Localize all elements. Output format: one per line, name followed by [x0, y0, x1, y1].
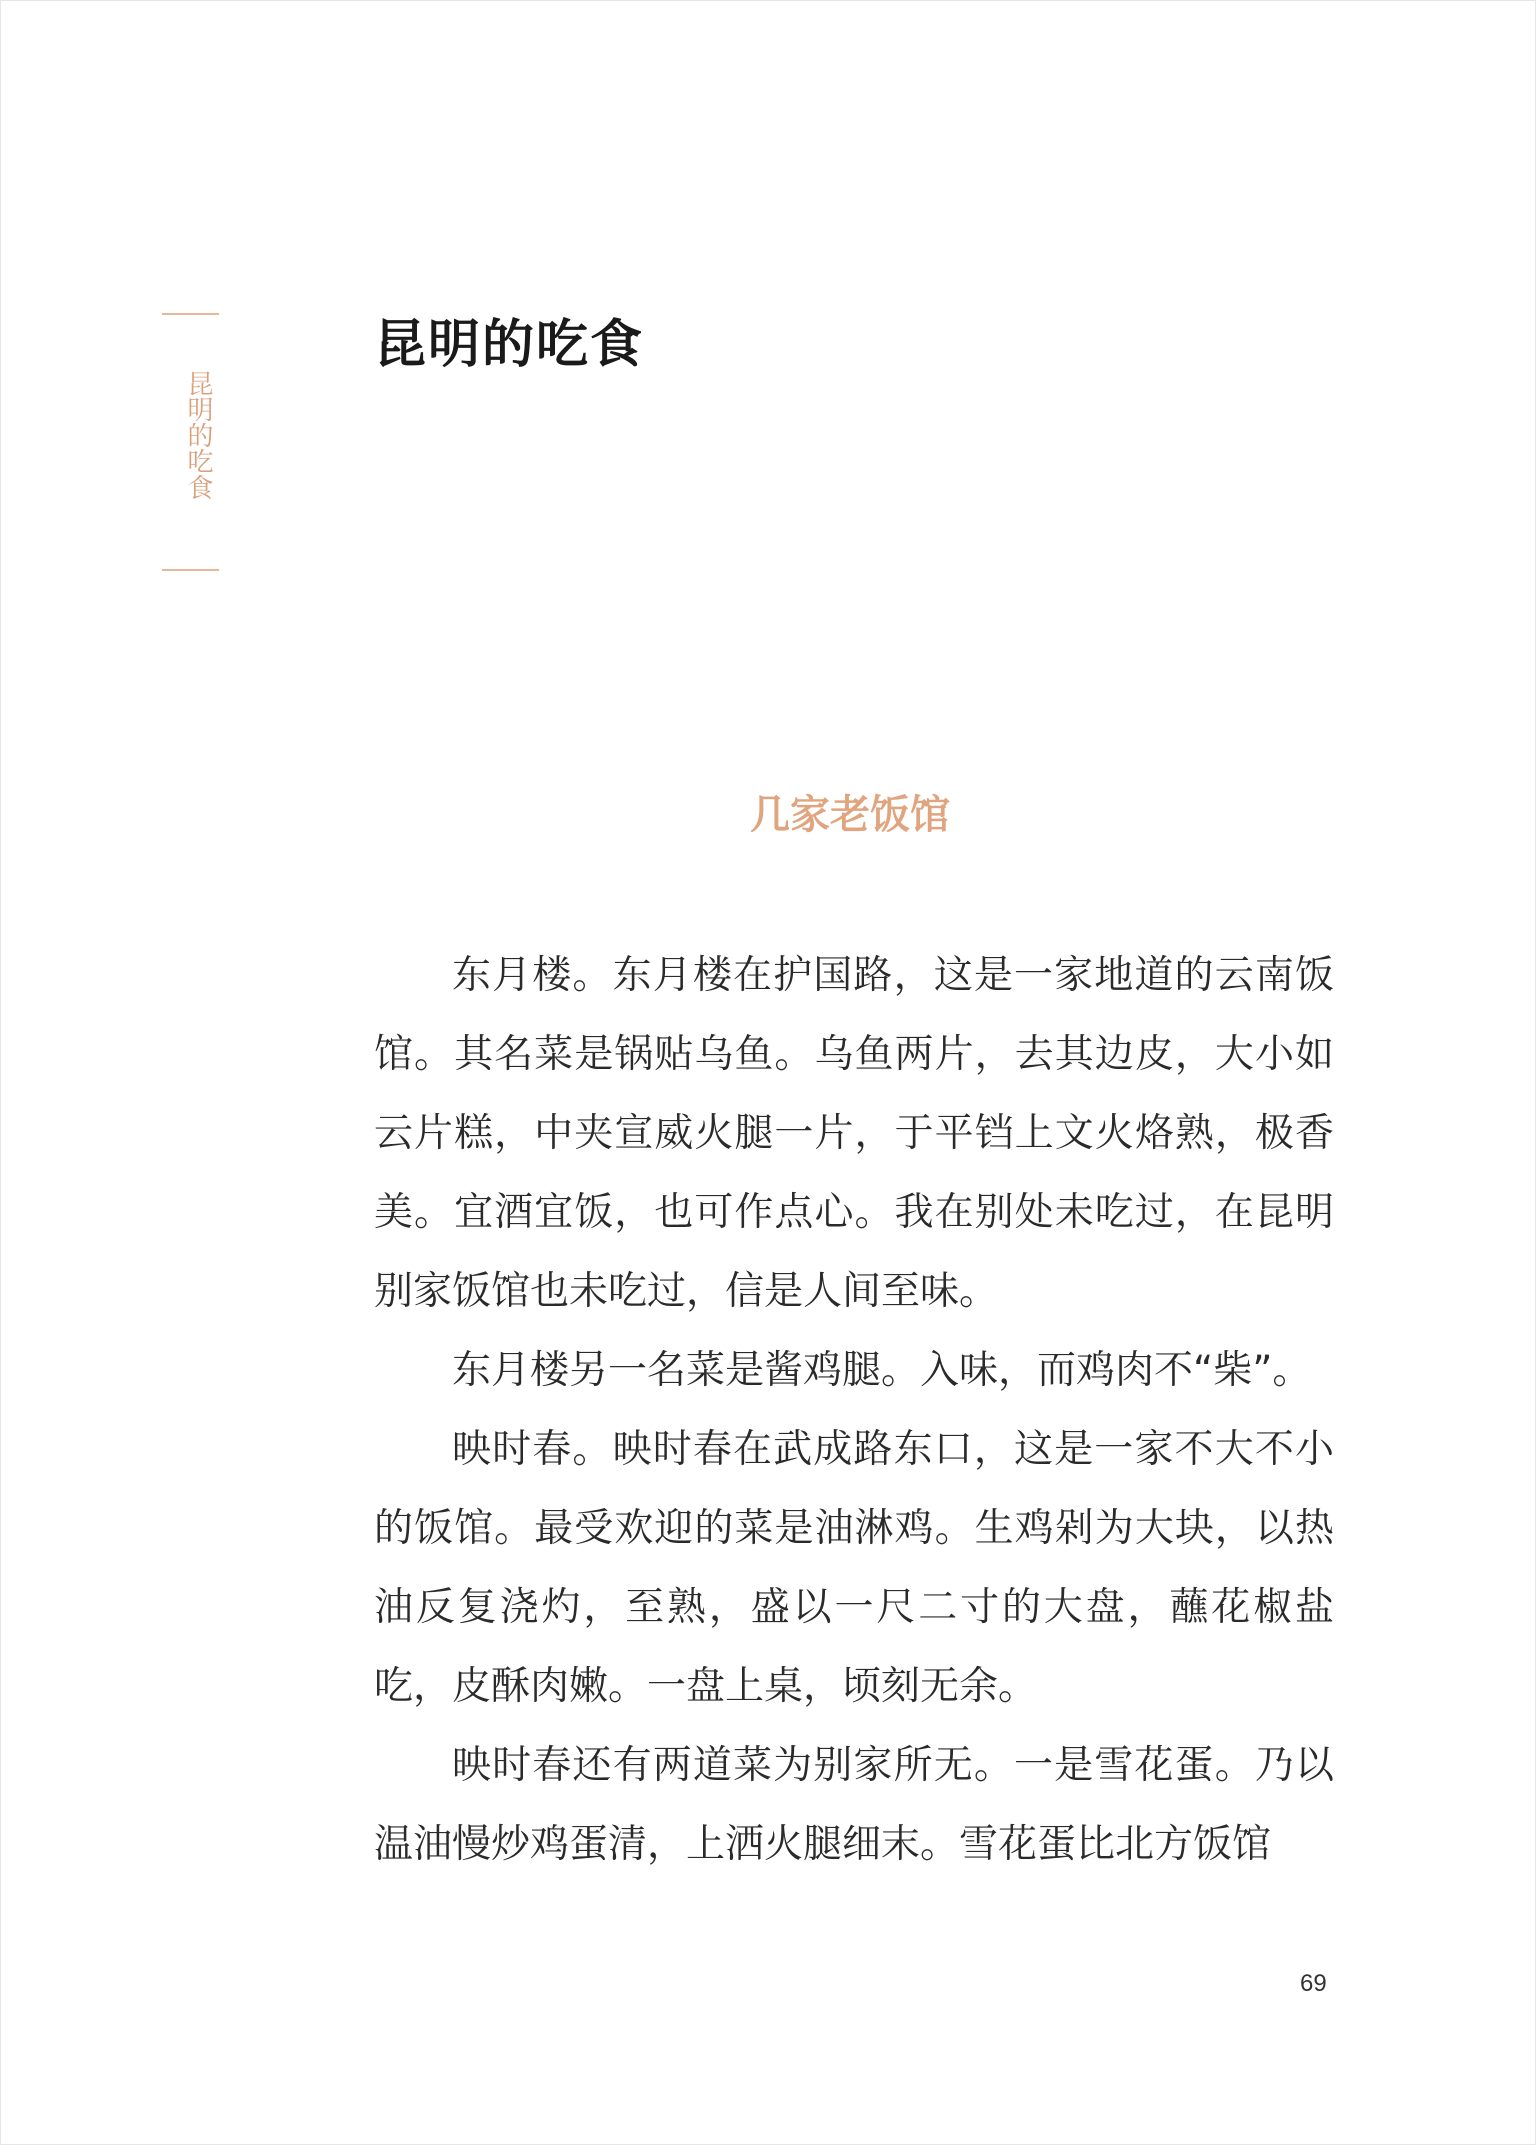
paragraph: 映时春还有两道菜为别家所无。一是雪花蛋。乃以温油慢炒鸡蛋清，上洒火腿细末。雪花蛋比北方饭馆	[374, 1743, 1334, 1867]
running-head: 昆明的吃食	[183, 370, 213, 500]
paragraph: 东月楼。东月楼在护国路，这是一家地道的云南饭馆。其名菜是锅贴乌鱼。乌鱼两片，去其边皮，大小如云片糕，中夹宣威火腿一片，于平铛上文火烙熟，极香美。宜酒宜饭，也可作点心。我在别处未吃过，在昆明别家饭馆也未吃过，信是人间至味。	[374, 953, 1334, 1314]
body-text	[374, 936, 1334, 1884]
paragraph: 映时春。映时春在武成路东口，这是一家不大不小的饭馆。最受欢迎的菜是油淋鸡。生鸡剁为大块，以热油反复浇灼，至熟，盛以一尺二寸的大盘，蘸花椒盐吃，皮酥肉嫩。一盘上桌，顷刻无余。	[374, 1427, 1334, 1709]
paragraph: 东月楼另一名菜是酱鸡腿。入味，而鸡肉不“柴”。	[452, 1348, 1312, 1393]
running-head-bottom-rule	[162, 569, 219, 571]
running-head-top-rule	[162, 313, 219, 315]
page-number: 69	[1300, 1970, 1327, 1997]
section-title	[0, 780, 1536, 850]
section-title-text: 几家老饭馆	[750, 792, 950, 838]
chapter-title: 昆明的吃食	[374, 314, 645, 375]
